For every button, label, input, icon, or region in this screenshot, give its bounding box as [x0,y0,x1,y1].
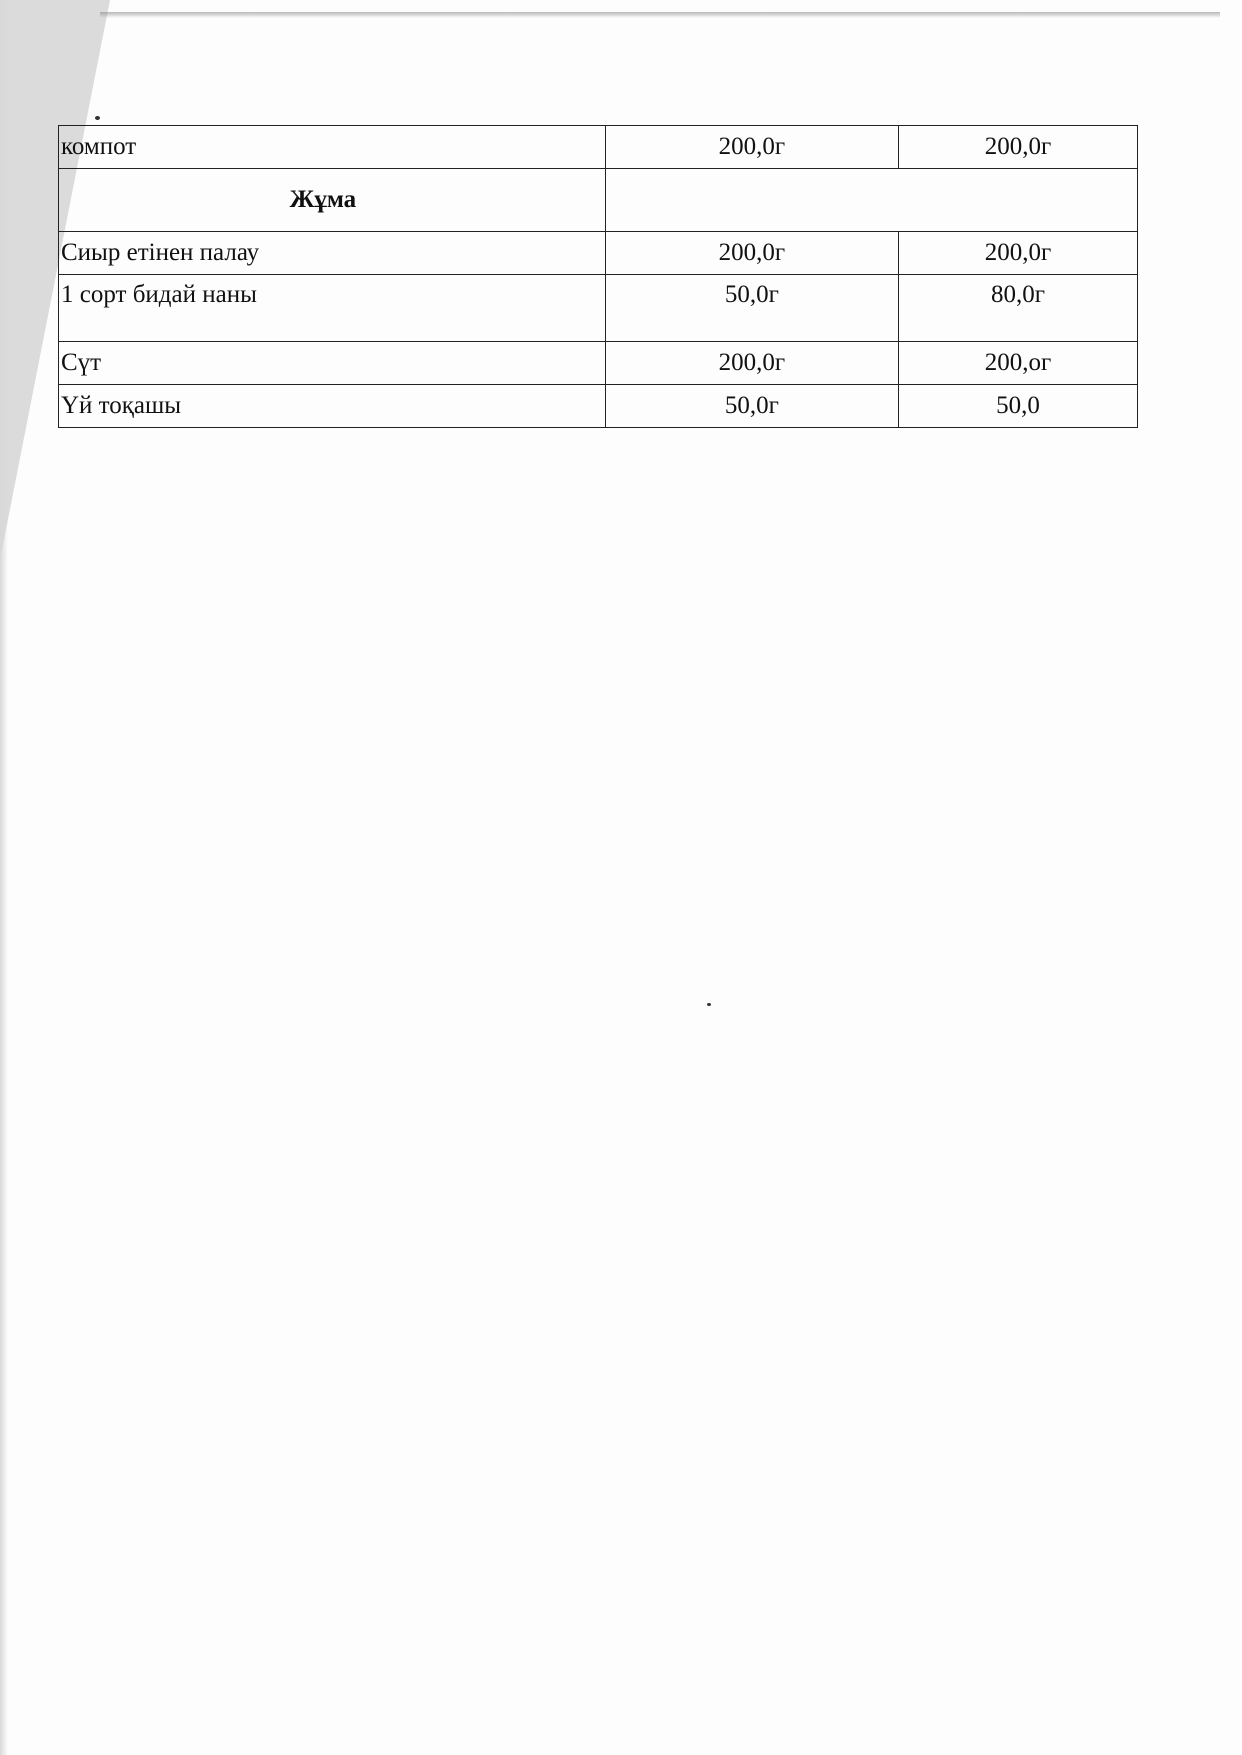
portion-large: 200,0г [898,126,1137,169]
dish-name: Сүт [59,342,606,385]
portion-small: 200,0г [605,232,898,275]
dish-name: Сиыр етінен палау [59,232,606,275]
table-row [59,232,1138,275]
menu-table [58,125,1138,428]
scan-edge-top [100,12,1220,18]
scan-speck [707,1003,711,1006]
portion-large: 80,0г [898,275,1137,342]
day-name: Жұма [59,169,606,232]
table-row [59,275,1138,342]
scan-speck [95,116,100,120]
dish-name: 1 сорт бидай наны [59,275,606,342]
dish-name: компот [59,126,606,169]
portion-large: 50,0 [898,385,1137,428]
scan-edge-left [0,0,8,1755]
portion-large: 200,0г [898,232,1137,275]
portion-small: 200,0г [605,126,898,169]
portion-small: 50,0г [605,385,898,428]
portion-large: 200,ог [898,342,1137,385]
table-row [59,385,1138,428]
empty-cell [605,169,1137,232]
table-row [59,126,1138,169]
portion-small: 50,0г [605,275,898,342]
dish-name: Үй тоқашы [59,385,606,428]
portion-small: 200,0г [605,342,898,385]
table-row [59,342,1138,385]
day-header-row [59,169,1138,232]
